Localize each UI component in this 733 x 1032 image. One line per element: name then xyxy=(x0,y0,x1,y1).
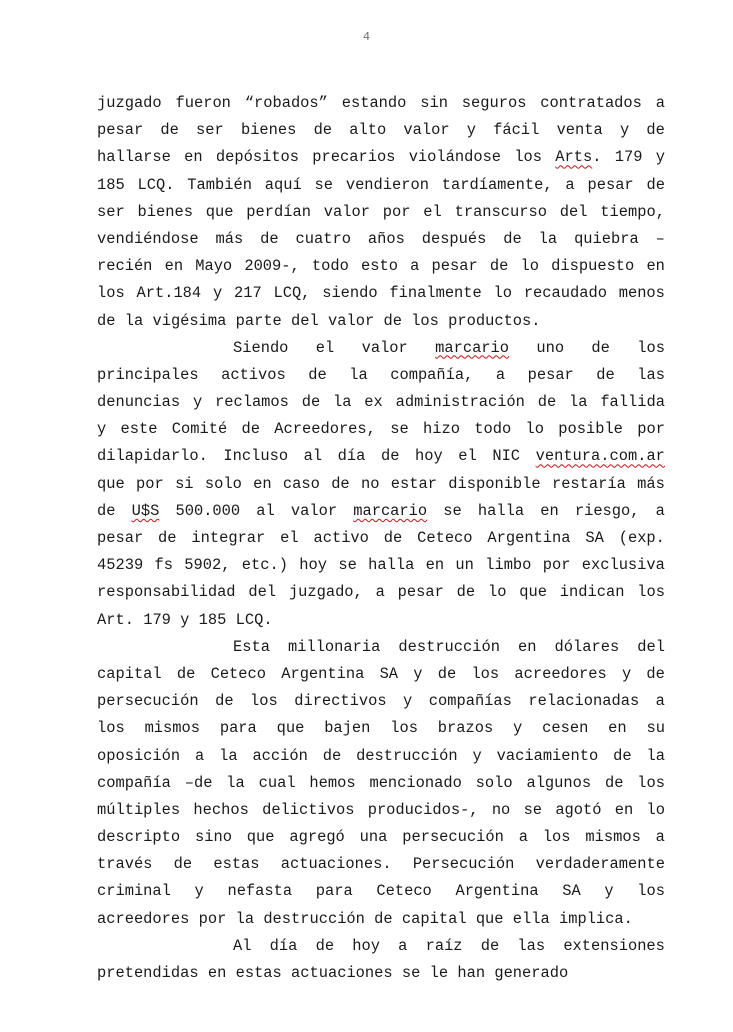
text-line: responsabilidad del juzgado, a pesar de lo que indican los xyxy=(97,583,665,602)
text-line: juzgado fueron “robados” estando sin seguros contratados a xyxy=(97,94,665,112)
paragraph xyxy=(97,90,665,335)
text-line: acreedores por la destrucción de capital que ella implica. xyxy=(97,909,633,928)
text-line: capital de Ceteco Argentina SA y de los acreedores y de xyxy=(97,664,665,683)
text-line: pretendidas en estas actuaciones se le han generado xyxy=(97,964,569,982)
text-line: persecución de los directivos y compañías relacionadas a xyxy=(97,692,665,711)
text-line: Siendo el valor marcario uno de los xyxy=(233,338,665,357)
text-line: de U$S 500.000 al valor marcario se halla en riesgo, a xyxy=(97,501,665,520)
text-line: 185 LCQ. También aquí se vendieron tardíamente, a pesar de xyxy=(97,175,665,194)
text-line: recién en Mayo 2009-, todo esto a pesar de lo dispuesto en xyxy=(97,257,665,276)
text-line: principales activos de la compañía, a pesar de las xyxy=(97,365,665,384)
text-line: Esta millonaria destrucción en dólares del xyxy=(233,637,665,656)
spelling-mark: ventura.com.ar xyxy=(535,447,665,466)
text-line: múltiples hechos delictivos producidos-, no se agotó en lo xyxy=(97,800,665,819)
text-line: los Art.184 y 217 LCQ, siendo finalmente lo recaudado menos xyxy=(97,284,665,303)
text-line: y este Comité de Acreedores, se hizo todo lo posible por xyxy=(97,420,665,439)
spelling-mark: U$S xyxy=(131,501,160,520)
text-line: que por si solo en caso de no estar disponible restaría más xyxy=(97,474,665,493)
text-line: pesar de integrar el activo de Ceteco Argentina SA (exp. xyxy=(97,529,665,547)
spelling-mark: Arts xyxy=(555,148,593,167)
document-body xyxy=(97,90,665,987)
text-line: compañía –de la cual hemos mencionado solo algunos de los xyxy=(97,773,665,792)
spelling-mark: marcario xyxy=(353,501,428,520)
page-number: 4 xyxy=(362,30,371,44)
paragraph xyxy=(97,634,665,933)
text-line: Art. 179 y 185 LCQ. xyxy=(97,610,273,629)
text-line: denuncias y reclamos de la ex administración de la fallida xyxy=(97,393,665,412)
text-line: ser bienes que perdían valor por el transcurso del tiempo, xyxy=(97,202,665,221)
text-line: oposición a la acción de destrucción y vaciamiento de la xyxy=(97,746,665,765)
text-line: pesar de ser bienes de alto valor y fácil venta y de xyxy=(97,121,665,140)
text-line: criminal y nefasta para Ceteco Argentina SA y los xyxy=(97,882,665,901)
text-line: Al día de hoy a raíz de las extensiones xyxy=(233,936,665,955)
paragraph xyxy=(97,933,665,987)
text-line: descripto sino que agregó una persecución a los mismos a xyxy=(97,828,665,847)
spelling-mark: marcario xyxy=(435,338,510,357)
text-line: de la vigésima parte del valor de los productos. xyxy=(97,311,541,330)
text-line: través de estas actuaciones. Persecución verdaderamente xyxy=(97,855,665,874)
paragraph xyxy=(97,335,665,634)
text-line: hallarse en depósitos precarios violándose los Arts. 179 y xyxy=(97,148,665,167)
text-line: dilapidarlo. Incluso al día de hoy el NIC ventura.com.ar xyxy=(97,447,665,466)
text-line: 45239 fs 5902, etc.) hoy se halla en un limbo por exclusiva xyxy=(97,556,665,575)
text-line: los mismos para que bajen los brazos y cesen en su xyxy=(97,719,665,738)
text-line: vendiéndose más de cuatro años después de la quiebra – xyxy=(97,229,665,248)
